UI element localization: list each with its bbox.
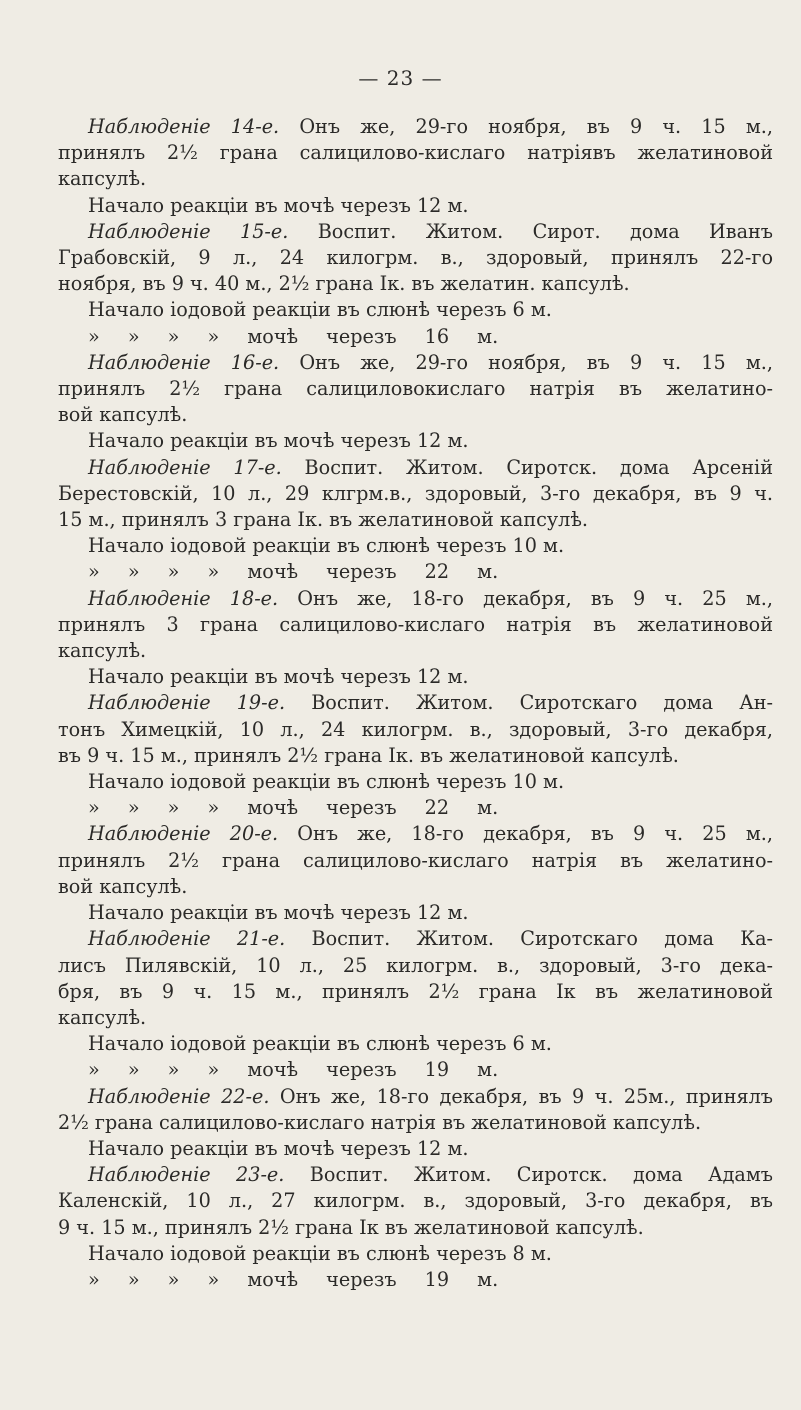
observation-text: въ 9 ч. 15 м., принялъ 2½ грана Ік. въ желатиновой капсулѣ. xyxy=(58,743,679,767)
reaction-line: Начало іодовой реакціи въ слюнѣ черезъ 10 м. xyxy=(88,770,565,794)
observation-text: капсулѣ. xyxy=(58,167,147,191)
observation xyxy=(58,690,773,821)
observation-text: Онъ же, 18-го декабря, въ 9 ч. 25м., принялъ xyxy=(279,1084,773,1108)
reaction-line: » » » » мочѣ черезъ 22 м. xyxy=(88,796,499,820)
observation-text: принялъ 3 грана салицилово-кислаго натрія въ желатиновой xyxy=(58,612,773,636)
observation-line xyxy=(58,717,773,743)
observation-first-line xyxy=(58,350,773,376)
observation-line xyxy=(58,1110,773,1136)
reaction-line: Начало реакціи въ мочѣ черезъ 12 м. xyxy=(88,1136,469,1160)
observation-line xyxy=(58,953,773,979)
observation-first-line xyxy=(58,1162,773,1188)
observation-line xyxy=(58,481,773,507)
reaction-line: Начало іодовой реакціи въ слюнѣ черезъ 10 м. xyxy=(88,534,565,558)
reaction-line: Начало реакціи въ мочѣ черезъ 12 м. xyxy=(88,193,469,217)
observation-heading: Наблюденіе 20-е. xyxy=(88,822,279,846)
observation xyxy=(58,586,773,691)
reaction-line: Начало реакціи въ мочѣ черезъ 12 м. xyxy=(88,665,469,689)
observation xyxy=(58,821,773,926)
observation-text: 9 ч. 15 м., принялъ 2½ грана Ік въ желатиновой капсулѣ. xyxy=(58,1215,644,1239)
observation-heading: Наблюденіе 14-е. xyxy=(88,115,280,138)
reaction-line: » » » » мочѣ черезъ 16 м. xyxy=(88,324,499,348)
observation-line xyxy=(58,1005,773,1031)
observation-text: тонъ Химецкій, 10 л., 24 килогрм. в., здоровый, 3-го декабря, xyxy=(58,717,773,741)
observation-heading: Наблюденіе 17-е. xyxy=(88,455,282,479)
observation-line xyxy=(58,402,773,428)
page-number: — 23 — xyxy=(358,66,443,90)
observation-line xyxy=(58,638,773,664)
observation-line xyxy=(58,848,773,874)
observation-text: капсулѣ. xyxy=(58,1005,147,1029)
observation-text: Воспит. Житом. Сиротск. дома Адамъ xyxy=(309,1163,773,1187)
observation-line xyxy=(58,1188,773,1214)
observation-text: принялъ 2½ грана салициловокислаго натрія въ желатино- xyxy=(58,377,773,401)
observation-text: капсулѣ. xyxy=(58,639,147,663)
observation-line xyxy=(58,1215,773,1241)
observation-text: Онъ же, 18-го декабря, въ 9 ч. 25 м., xyxy=(297,822,773,846)
observation-heading: Наблюденіе 23-е. xyxy=(88,1163,285,1187)
observation-text: Воспит. Житом. Сиротскаго дома Ка- xyxy=(311,927,773,951)
observation-first-line xyxy=(58,114,773,140)
observation-text: ноября, въ 9 ч. 40 м., 2½ грана Ік. въ желатин. капсулѣ. xyxy=(58,272,630,296)
observation-text: Онъ же, 18-го декабря, въ 9 ч. 25 м., xyxy=(297,586,773,610)
observation-line xyxy=(58,245,773,271)
observation-line xyxy=(58,743,773,769)
observation-text: Онъ же, 29-го ноября, въ 9 ч. 15 м., xyxy=(299,115,773,138)
observation-heading: Наблюденіе 19-е. xyxy=(88,691,286,715)
observation-first-line xyxy=(58,690,773,716)
observation-line xyxy=(58,874,773,900)
observation-heading: Наблюденіе 18-е. xyxy=(88,586,279,610)
reaction-line: » » » » мочѣ черезъ 19 м. xyxy=(88,1267,499,1291)
observation-text: Онъ же, 29-го ноября, въ 9 ч. 15 м., xyxy=(299,350,773,374)
observation-text: Воспит. Житом. Сиротскаго дома Ан- xyxy=(311,691,773,715)
observation-heading: Наблюденіе 15-е. xyxy=(88,219,289,243)
observation-line xyxy=(58,166,773,192)
reaction-line: Начало реакціи въ мочѣ черезъ 12 м. xyxy=(88,429,469,453)
observation-heading: Наблюденіе 21-е. xyxy=(88,927,286,951)
reaction-line: Начало іодовой реакціи въ слюнѣ черезъ 6 м. xyxy=(88,298,552,322)
observation xyxy=(58,926,773,1083)
observation xyxy=(58,114,773,219)
observation-line xyxy=(58,507,773,533)
observation xyxy=(58,1084,773,1163)
observation xyxy=(58,455,773,586)
body-text xyxy=(58,114,773,1293)
observation-first-line xyxy=(58,455,773,481)
observation xyxy=(58,1162,773,1293)
observation-text: Грабовскій, 9 л., 24 килогрм. в., здоровый, принялъ 22-го xyxy=(58,246,773,270)
reaction-line: » » » » мочѣ черезъ 22 м. xyxy=(88,560,499,584)
observation-text: Воспит. Житом. Сирот. дома Иванъ xyxy=(317,219,773,243)
observation xyxy=(58,219,773,350)
observation-first-line xyxy=(58,1084,773,1110)
observation-text: 15 м., принялъ 3 грана Ік. въ желатиновой капсулѣ. xyxy=(58,508,589,532)
observation-line xyxy=(58,612,773,638)
reaction-line: Начало іодовой реакціи въ слюнѣ черезъ 6 м. xyxy=(88,1032,552,1056)
observation-first-line xyxy=(58,219,773,245)
observation-text: Каленскій, 10 л., 27 килогрм. в., здоровый, 3-го декабря, въ xyxy=(58,1189,773,1213)
observation-heading: Наблюденіе 22-е. xyxy=(88,1084,270,1108)
observation-text: Берестовскій, 10 л., 29 клгрм.в., здоровый, 3-го декабря, въ 9 ч. xyxy=(58,481,773,505)
observation-heading: Наблюденіе 16-е. xyxy=(88,350,280,374)
observation-line xyxy=(58,271,773,297)
observation-text: принялъ 2½ грана салицилово-кислаго натріявъ желатиновой xyxy=(58,141,773,165)
observation-text: бря, въ 9 ч. 15 м., принялъ 2½ грана Ік въ желатиновой xyxy=(58,979,773,1003)
observation-line xyxy=(58,979,773,1005)
observation-line xyxy=(58,376,773,402)
reaction-line: Начало іодовой реакціи въ слюнѣ черезъ 8 м. xyxy=(88,1241,552,1265)
observation-text: Воспит. Житом. Сиротск. дома Арсеній xyxy=(304,455,773,479)
observation-text: вой капсулѣ. xyxy=(58,403,188,427)
observation-text: вой капсулѣ. xyxy=(58,874,188,898)
observation-first-line xyxy=(58,821,773,847)
observation-first-line xyxy=(58,926,773,952)
observation-text: принялъ 2½ грана салицилово-кислаго натрія въ желатино- xyxy=(58,848,773,872)
reaction-line: » » » » мочѣ черезъ 19 м. xyxy=(88,1058,499,1082)
observation-line xyxy=(58,140,773,166)
reaction-line: Начало реакціи въ мочѣ черезъ 12 м. xyxy=(88,901,469,925)
observation-text: лисъ Пилявскій, 10 л., 25 килогрм. в., здоровый, 3-го дека- xyxy=(58,953,773,977)
observation-first-line xyxy=(58,586,773,612)
observation xyxy=(58,350,773,455)
observation-text: 2½ грана салицилово-кислаго натрія въ желатиновой капсулѣ. xyxy=(58,1110,702,1134)
